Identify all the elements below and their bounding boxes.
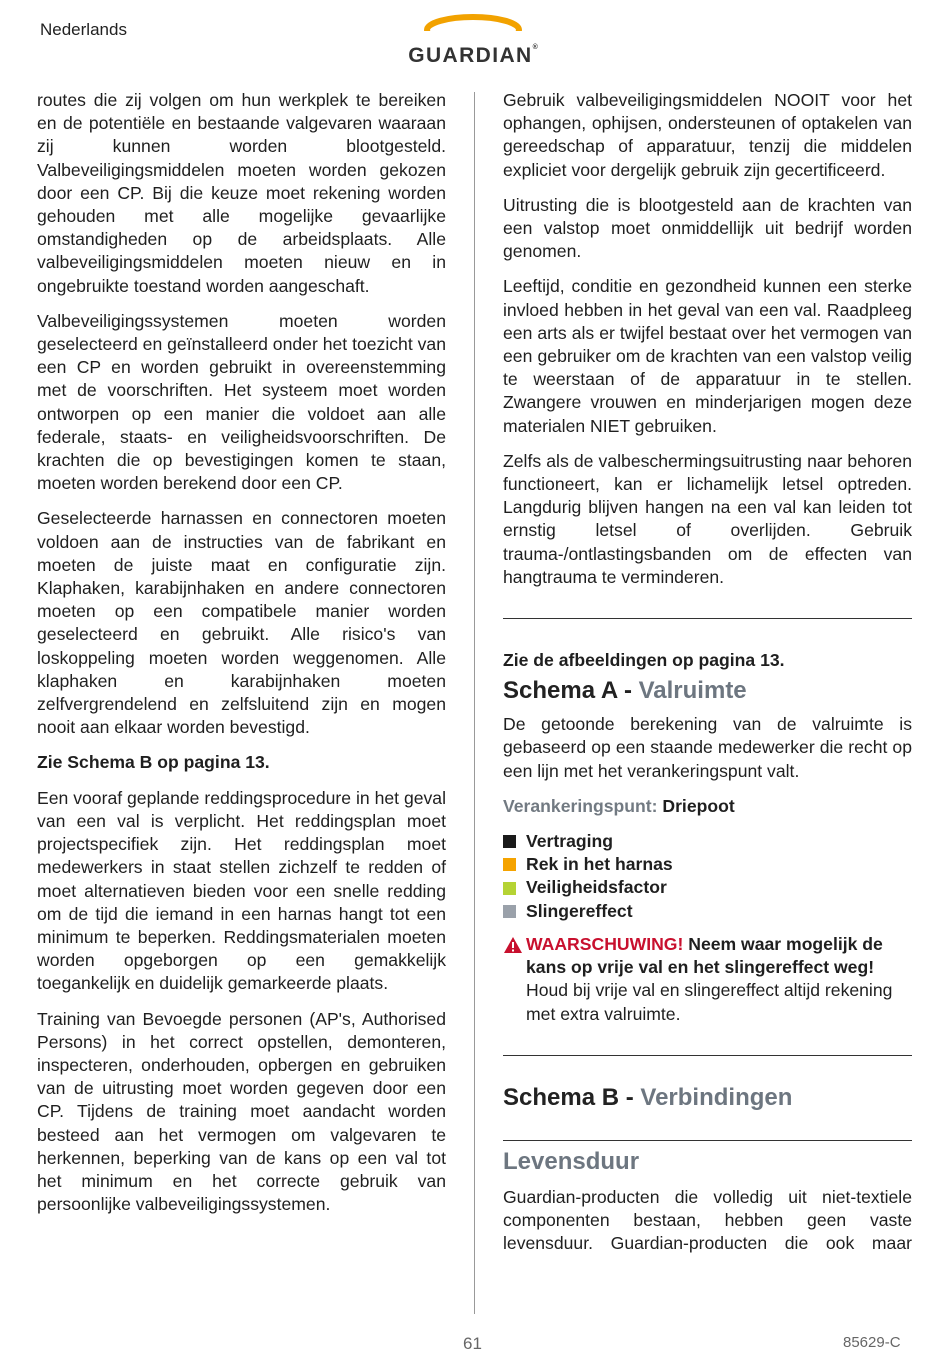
legend-swatch bbox=[503, 882, 516, 895]
logo-swoosh-icon bbox=[424, 14, 522, 44]
section-divider bbox=[503, 1140, 912, 1141]
document-code: 85629-C bbox=[843, 1334, 901, 1351]
warning-text: WAARSCHUWING! Neem waar mogelijk de kans op vrije val en het slingereffect weg! Houd bij vrije val en slingereffect altijd rekening met extra valruimte. bbox=[526, 933, 893, 1024]
schema-b-reference: Zie Schema B op pagina 13. bbox=[37, 752, 270, 773]
schema-a-heading: Schema A - Valruimte bbox=[503, 677, 747, 705]
lifespan-text: Guardian-producten die volledig uit niet-textiele componenten bestaan, hebben geen vaste levensduur. Guardian-producten die ook maar bbox=[503, 1186, 912, 1254]
paragraph: Geselecteerde harnassen en connectoren moeten voldoen aan de instructies van de fabrikant en moeten de juiste maat en configuratie zijn. Klaphaken, karabijnhaken en andere connectoren moeten op een compatibele manier worden geselecteerd en gebruikt. Alle risico's van loskoppeling moeten worden weggenomen. Alle klaphaken en karabijnhaken moeten zelfvergrendelend en zelfsluitend zijn en mogen nooit aan elkaar worden bevestigd. bbox=[37, 508, 446, 738]
paragraph: routes die zij volgen om hun werkplek te bereiken en de potentiële en bestaande valgevaren waaraan zij kunnen worden blootgesteld. Valbeveiligingsmiddelen moeten worden gekozen door een CP. Bij die keuze moet rekening worden gehouden met alle mogelijke gevaarlijke omstandigheden op de arbeidsplaats. Alle valbeveiligingsmiddelen moeten nieuw en in ongebruikte toestand worden aangeschaft. bbox=[37, 90, 446, 296]
legend-item: Rek in het harnas bbox=[503, 853, 912, 876]
schema-b-heading: Schema B - Verbindingen bbox=[503, 1083, 793, 1111]
paragraph: Leeftijd, conditie en gezondheid kunnen een sterke invloed hebben in het geval van een val. Raadpleeg een arts als er twijfel bestaat over het vermogen van een gebruiker om de krachten van een valstop veilig te weerstaan of de apparatuur in te stellen. Zwangere vrouwen en minderjarigen mogen deze materialen NIET gebruiken. bbox=[503, 276, 912, 436]
schema-a-description: De getoonde berekening van de valruimte is gebaseerd op een staande medewerker die recht op een lijn met het verankeringspunt valt. bbox=[503, 714, 912, 781]
lifespan-heading: Levensduur bbox=[503, 1147, 640, 1175]
legend-item: Veiligheidsfactor bbox=[503, 876, 912, 899]
guardian-logo bbox=[382, 14, 564, 68]
paragraph: Een vooraf geplande reddingsprocedure in het geval van een val is verplicht. Het reddingsplan moet projectspecifiek zijn. Het reddingsplan moet medewerkers in staat stellen zichzelf te redden of moet alternatieven bieden voor een snelle redding om de tijd die iemand in een harnas hangt tot een minimum te beperken. Reddingsmaterialen moeten worden opgeborgen op een gemakkelijk toegankelijk en duidelijk gemarkeerde plaats. bbox=[37, 787, 446, 994]
figures-reference: Zie de afbeeldingen op pagina 13. bbox=[503, 650, 785, 671]
paragraph: Uitrusting die is blootgesteld aan de krachten van een valstop moet onmiddellijk uit bedrijf worden genomen. bbox=[503, 194, 912, 262]
legend-swatch bbox=[503, 858, 516, 871]
paragraph: Zelfs als de valbeschermingsuitrusting naar behoren functioneert, kan er lichamelijk letsel optreden. Langdurig blijven hangen na een val kan leiden tot ernstig letsel of overlijden. Gebruik trauma-/ontlastingsbanden om de effecten van hangtrauma te verminderen. bbox=[503, 450, 912, 587]
page-number: 61 bbox=[463, 1334, 482, 1353]
section-divider bbox=[503, 1055, 912, 1056]
column-divider bbox=[474, 92, 475, 1314]
language-label: Nederlands bbox=[40, 20, 127, 39]
legend-item: Vertraging bbox=[503, 830, 912, 853]
anchor-point: Verankeringspunt: Driepoot bbox=[503, 795, 735, 816]
left-column bbox=[37, 89, 446, 1228]
paragraph: Valbeveiligingssystemen moeten worden geselecteerd en geïnstalleerd onder het toezicht van een CP en worden gebruikt in overeenstemming met de voorschriften. Het systeem moet worden ontworpen op een manier die voldoet aan alle federale, staats- en veiligheidsvoorschriften. De krachten die op bevestigingen komen te staan, moeten worden berekend door een CP. bbox=[37, 310, 446, 494]
paragraph: Training van Bevoegde personen (AP's, Authorised Persons) in het correct opstellen, demonteren, inspecteren, onderhouden, opbergen en gebruiken van de uitrusting moet worden gegeven door een CP. Tijdens de training moet aandacht worden besteed aan het vermogen om valgevaren te herkennen, beperking van de kans op een val tot het minimum en het correcte gebruik van persoonlijke valbeveiligingssystemen. bbox=[37, 1008, 446, 1215]
legend-swatch bbox=[503, 835, 516, 848]
logo-wordmark: GUARDIAN® bbox=[408, 44, 538, 67]
right-column bbox=[503, 89, 912, 1267]
warning-block bbox=[503, 933, 912, 1026]
legend-swatch bbox=[503, 905, 516, 918]
paragraph: Gebruik valbeveiligingsmiddelen NOOIT voor het ophangen, ophijsen, ondersteunen of optakelen van gereedschap of apparatuur, tenzij die middelen expliciet voor dergelijk gebruik zijn gecertificeerd. bbox=[503, 90, 912, 180]
section-divider bbox=[503, 618, 912, 619]
legend-item: Slingereffect bbox=[503, 900, 912, 923]
legend bbox=[503, 830, 912, 923]
warning-triangle-icon bbox=[503, 936, 523, 954]
